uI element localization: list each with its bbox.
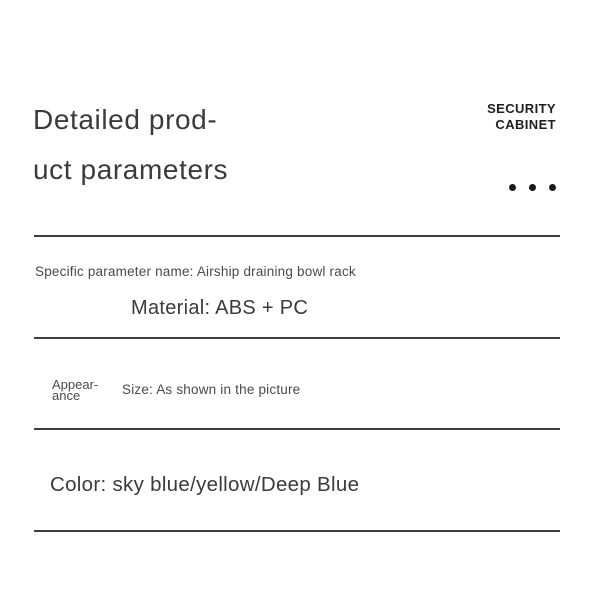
- spec-appearance-label-line1: Appear-: [52, 377, 99, 392]
- brand-label-line2: CABINET: [495, 116, 556, 132]
- brand-label: [487, 101, 556, 132]
- divider-line: [34, 530, 560, 532]
- ellipsis-dots-icon: [509, 184, 556, 191]
- page-title-line1: Detailed prod-: [33, 104, 218, 135]
- divider-line: [34, 235, 560, 237]
- divider-line: [34, 337, 560, 339]
- page-title: [33, 95, 228, 195]
- spec-appearance-label: [52, 379, 98, 401]
- spec-appearance-label-line2: ance: [52, 388, 81, 403]
- spec-material: Material: ABS + PC: [131, 297, 309, 319]
- dot-icon: [509, 184, 516, 191]
- spec-color: Color: sky blue/yellow/Deep Blue: [50, 473, 360, 496]
- page-title-line2: uct parameters: [33, 154, 229, 185]
- spec-size: Size: As shown in the picture: [122, 382, 301, 397]
- spec-parameter-name: Specific parameter name: Airship draining bowl rack: [35, 264, 356, 279]
- dot-icon: [549, 184, 556, 191]
- dot-icon: [529, 184, 536, 191]
- divider-line: [34, 428, 560, 430]
- brand-label-line1: SECURITY: [487, 101, 556, 116]
